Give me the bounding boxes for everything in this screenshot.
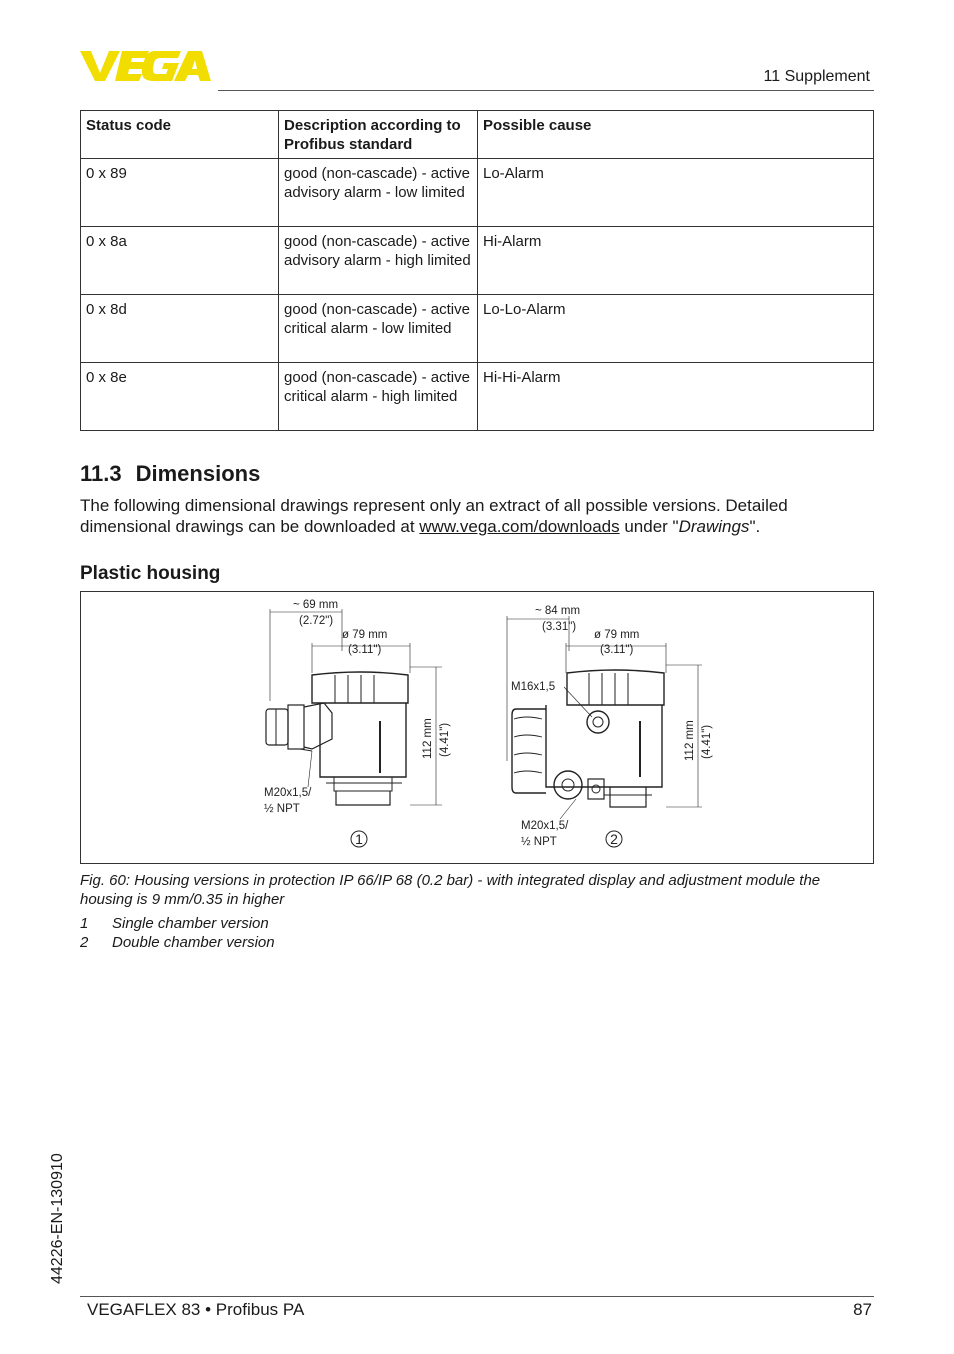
col-header-description: Description according to Profibus standard (279, 111, 478, 159)
dim1-dia-in: (3.11") (348, 644, 382, 656)
legend-number: 1 (80, 915, 89, 932)
dim2-thread-top: M16x1,5 (511, 681, 556, 693)
legend-text: Double chamber version (112, 934, 275, 951)
drawings-emphasis: Drawings (678, 517, 750, 536)
dim1-thread-line1: M20x1,5/ (264, 787, 312, 799)
legend-item (80, 915, 269, 932)
footer-product-name: VEGAFLEX 83 • Profibus PA (87, 1300, 305, 1319)
table-row (81, 295, 874, 363)
status-code-table (80, 110, 874, 431)
col-header-status-code: Status code (81, 111, 279, 159)
table-row (81, 227, 874, 295)
cell-description: good (non-cascade) - active critical alarm - high limited (279, 363, 478, 431)
header-divider (218, 90, 874, 91)
dim2-thread-line1: M20x1,5/ (521, 820, 569, 832)
dim2-height-mm: 112 mm (684, 720, 696, 761)
dim1-height-in: (4.41") (439, 722, 451, 757)
cell-possible-cause: Hi-Alarm (478, 227, 874, 295)
dim1-thread-line2: ½ NPT (264, 803, 300, 815)
dim2-width-mm: ~ 84 mm (535, 605, 581, 617)
subheading-plastic-housing: Plastic housing (80, 563, 221, 584)
section-label: 11 Supplement (763, 68, 870, 85)
legend-item (80, 934, 275, 951)
footer-divider (80, 1296, 874, 1297)
dim1-width-mm: ~ 69 mm (293, 599, 339, 611)
legend-number: 2 (80, 934, 89, 951)
section-number: 11.3 (80, 461, 122, 486)
cell-status-code: 0 x 8a (81, 227, 279, 295)
cell-status-code: 0 x 8e (81, 363, 279, 431)
col-header-possible-cause: Possible cause (478, 111, 874, 159)
cell-possible-cause: Lo-Lo-Alarm (478, 295, 874, 363)
dim2-height-in: (4.41") (701, 724, 713, 759)
dim1-width-in: (2.72") (299, 615, 334, 627)
cell-possible-cause: Hi-Hi-Alarm (478, 363, 874, 431)
dim2-thread-line2: ½ NPT (521, 836, 557, 848)
cell-description: good (non-cascade) - active critical alarm - low limited (279, 295, 478, 363)
document-code: 44226-EN-130910 (49, 1153, 66, 1284)
vega-logo (80, 49, 212, 88)
dim1-height-mm: 112 mm (422, 718, 434, 759)
intro-text-start: The following dimensional drawings represent only an extract of all possible versions. Detailed dimensional drawings can be downloaded at (80, 496, 788, 536)
cell-description: good (non-cascade) - active advisory alarm - high limited (279, 227, 478, 295)
cell-possible-cause: Lo-Alarm (478, 159, 874, 227)
cell-status-code: 0 x 89 (81, 159, 279, 227)
dim2-dia-in: (3.11") (600, 644, 634, 656)
table-header-row (81, 111, 874, 159)
intro-paragraph (80, 495, 870, 537)
drawing-marker-2: 2 (610, 831, 618, 847)
dim2-width-in: (3.31") (542, 621, 577, 633)
section-heading-dimensions (80, 461, 260, 487)
cell-description: good (non-cascade) - active advisory alarm - low limited (279, 159, 478, 227)
downloads-link[interactable]: www.vega.com/downloads (419, 517, 620, 536)
legend-text: Single chamber version (112, 915, 269, 932)
intro-text-middle: under " (619, 517, 679, 536)
dim2-dia-mm: ø 79 mm (594, 629, 640, 641)
intro-text-end: ". (749, 517, 761, 536)
drawing-marker-1: 1 (355, 831, 363, 847)
cell-status-code: 0 x 8d (81, 295, 279, 363)
page-number: 87 (853, 1300, 872, 1319)
table-row (81, 363, 874, 431)
housing-dimension-drawing (80, 591, 874, 864)
section-title: Dimensions (135, 461, 261, 486)
figure-caption: Fig. 60: Housing versions in protection IP 66/IP 68 (0.2 bar) - with integrated display and adjustment module the housing is 9 mm/0.35 in higher (80, 872, 821, 908)
dim1-dia-mm: ø 79 mm (342, 629, 388, 641)
table-row (81, 159, 874, 227)
